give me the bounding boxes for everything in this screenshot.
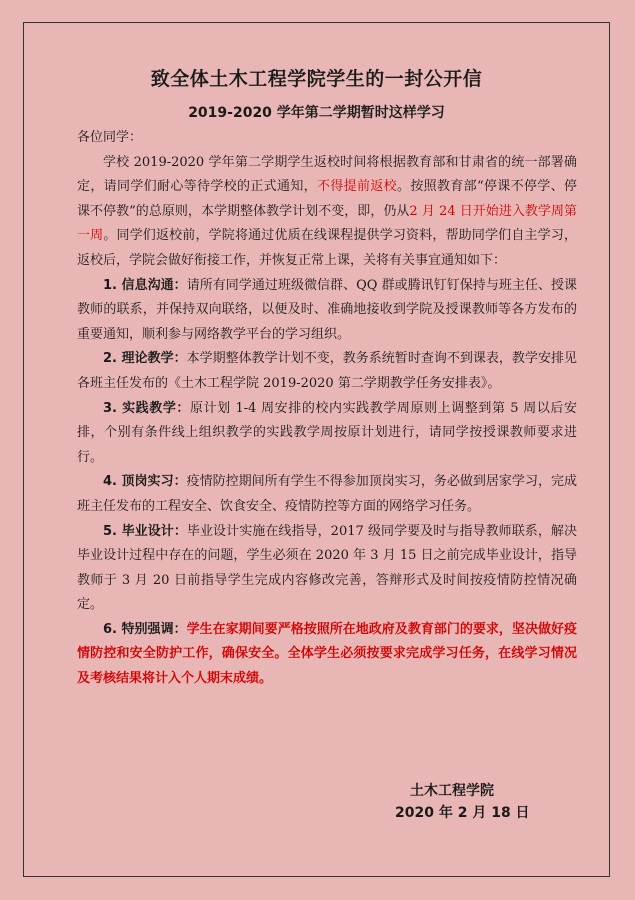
item-graduation-design: [77, 520, 577, 618]
item-special-emphasis: [77, 618, 577, 692]
item-text: 原计划 1-4 周安排的校内实践教学周原则上调整到第 5 周以后安排，个别有条件线上组织教学的实践教学周按原计划进行，请同学按授课教师要求进行。: [77, 400, 577, 465]
intro-text-2: 。按照教育部“停课不停学、停课不停教”的总原则，本学期整体教学计划不变，即，仍从: [77, 179, 577, 219]
item-text: 疫情防控期间所有学生不得参加顶岗实习，务必做到居家学习，完成班主任发布的工程安全、饮食安全、疫情防控等方面的网络学习任务。: [77, 474, 577, 514]
item-practice-teaching: [77, 397, 577, 471]
letter-title: 致全体土木工程学院学生的一封公开信: [150, 68, 483, 90]
letter-subtitle: 2019-2020 学年第二学期暂时这样学习: [188, 105, 445, 121]
signature-date: 2020 年 2 月 18 日: [395, 805, 530, 821]
item-text: 本学期整体教学计划不变，教务系统暂时查询不到课表，教学安排见各班主任发布的《土木工程学院 2019-2020 第二学期教学任务安排表》。: [77, 351, 577, 391]
intro-paragraph: [77, 151, 577, 274]
intro-text-1: 学校 2019-2020 学年第二学期学生返校时间将根据教育部和甘肃省的统一部署确定，请同学们耐心等待学校的正式通知，: [77, 154, 577, 195]
item-heading: 3. 实践教学：: [103, 400, 190, 416]
letter-body: [77, 126, 577, 692]
item-heading: 5. 毕业设计：: [103, 523, 187, 539]
item-heading: 2. 理论教学：: [103, 351, 187, 367]
intro-emphasis-start-date: 2 月 24 日开始进入教学周第一周: [77, 203, 577, 244]
item-text: 毕业设计实施在线指导，2017 级同学要及时与指导教师联系，解决毕业设计过程中存在的问题，学生必须在 2020 年 3 月 15 日之前完成毕业设计，指导教师于 3 月 20 日前指导学生完成内容修改完善，答辩形式及时间按疫情防控情况确定。: [77, 523, 577, 613]
greeting: 各位同学：: [77, 130, 143, 145]
item-internship: [77, 470, 577, 519]
item-heading: 1. 信息沟通：: [103, 277, 187, 293]
item-theory-teaching: [77, 347, 577, 396]
signature-organization: 土木工程学院: [410, 783, 494, 799]
item-heading: 6. 特别强调：: [103, 621, 187, 637]
item-text: 请所有同学通过班级微信群、QQ 群或腾讯钉钉保持与班主任、授课教师的联系，并保持双向联络，以便及时、准确地接收到学院及授课教师等各方发布的重要通知，顺利参与网络教学平台的学习组织。: [77, 277, 578, 342]
item-text-emphasis: 学生在家期间要严格按照所在地政府及教育部门的要求，坚决做好疫情防控和安全防护工作，确保安全。全体学生必须按要求完成学习任务，在线学习情况及考核结果将计入个人期末成绩。: [77, 621, 577, 687]
item-heading: 4. 顶岗实习：: [103, 474, 187, 490]
intro-text-3: 。同学们返校前，学院将通过优质在线课程提供学习资料，帮助同学们自主学习，返校后，学院会做好衔接工作，并恢复正常上课，关将有关事宜通知如下：: [77, 228, 577, 268]
intro-emphasis-no-early-return: 不得提前返校: [317, 179, 397, 195]
item-communication: [77, 274, 577, 348]
